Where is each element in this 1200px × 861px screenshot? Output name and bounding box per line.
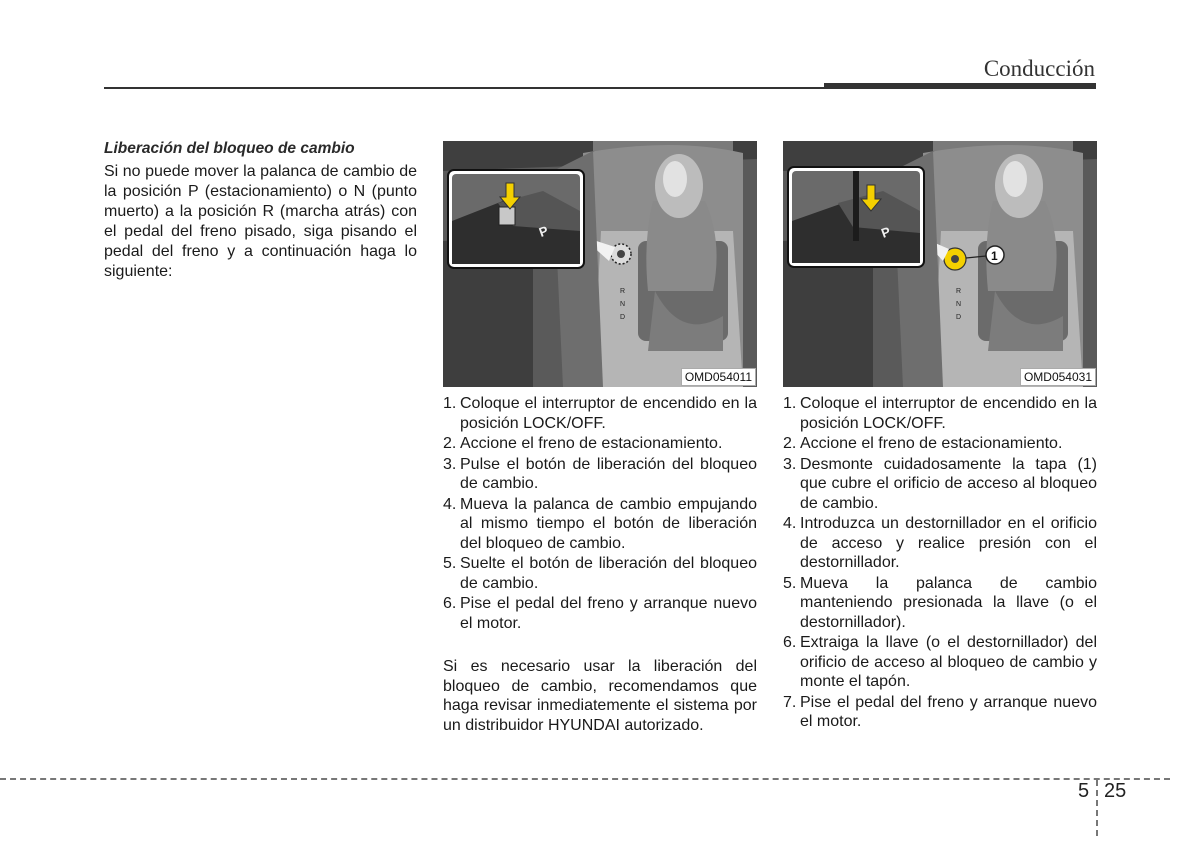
step-text: Accione el freno de estacionamiento. bbox=[460, 435, 723, 452]
list-item bbox=[783, 455, 1097, 514]
step-number: 5. bbox=[443, 555, 457, 572]
step-number: 4. bbox=[783, 515, 797, 532]
inset-gear-letter: P bbox=[536, 222, 551, 240]
step-number: 1. bbox=[443, 395, 457, 412]
step-text: Pise el pedal del freno y arranque nuevo el motor. bbox=[800, 693, 1097, 730]
step-text: Pulse el botón de liberación del bloqueo de cambio. bbox=[460, 455, 757, 492]
shift-letter-n: N bbox=[620, 301, 626, 308]
page-number-divider bbox=[1096, 780, 1098, 836]
step-number: 2. bbox=[443, 435, 457, 452]
step-text: Extraiga la llave (o el destornillador) del orificio de acceso al bloqueo de cambio y monte el tapón. bbox=[800, 634, 1097, 690]
figure-code-label: OMD054031 bbox=[1020, 368, 1096, 386]
list-item bbox=[443, 434, 757, 454]
shift-lever-illustration-2 bbox=[783, 141, 1097, 387]
step-text: Suelte el botón de liberación del bloqueo de cambio. bbox=[460, 555, 757, 592]
shift-letter-r: R bbox=[620, 288, 626, 295]
list-item bbox=[783, 693, 1097, 732]
list-item bbox=[783, 434, 1097, 454]
shift-lever-illustration-1 bbox=[443, 141, 757, 387]
shift-lock-figure-1 bbox=[443, 141, 757, 387]
figure-code-label: OMD054011 bbox=[681, 368, 756, 386]
shift-letter-d: D bbox=[956, 314, 962, 321]
callout-number: 1 bbox=[991, 249, 998, 263]
chapter-number: 5 bbox=[1078, 780, 1090, 802]
inset-gear-letter: P bbox=[879, 223, 893, 241]
step-text: Mueva la palanca de cambio empujando al mismo tiempo el botón de liberación del bloqueo de cambio. bbox=[460, 495, 757, 552]
step-text: Mueva la palanca de cambio manteniendo presionada la llave (o el destornillador). bbox=[800, 574, 1097, 631]
steps-list-screwdriver bbox=[783, 394, 1097, 733]
section-title: Liberación del bloqueo de cambio bbox=[104, 140, 355, 157]
shift-letter-r: R bbox=[956, 288, 962, 295]
list-item bbox=[783, 394, 1097, 433]
list-item bbox=[783, 574, 1097, 633]
step-text: Coloque el interruptor de encendido en la posición LOCK/OFF. bbox=[460, 395, 757, 432]
step-number: 4. bbox=[443, 495, 457, 513]
step-number: 3. bbox=[783, 455, 797, 473]
step-text: Accione el freno de estacionamiento. bbox=[800, 435, 1063, 452]
intro-paragraph: Si no puede mover la palanca de cambio de la posición P (estacionamiento) o N (punto muerto) a la posición R (marcha atrás) con el pedal del freno pisado, siga pisando el pedal del freno y a continuación haga lo siguiente: bbox=[104, 163, 417, 280]
step-number: 5. bbox=[783, 574, 797, 592]
shift-letter-n: N bbox=[956, 301, 962, 308]
list-item bbox=[783, 633, 1097, 692]
step-text: Pise el pedal del freno y arranque nuevo el motor. bbox=[460, 595, 757, 632]
step-text: Coloque el interruptor de encendido en la posición LOCK/OFF. bbox=[800, 395, 1097, 432]
step-number: 1. bbox=[783, 395, 797, 412]
list-item bbox=[443, 455, 757, 494]
step-number: 2. bbox=[783, 435, 797, 452]
shift-letter-d: D bbox=[620, 314, 626, 321]
footer-divider bbox=[0, 778, 1170, 780]
header-rule bbox=[104, 87, 824, 89]
step-number: 7. bbox=[783, 693, 797, 711]
list-item bbox=[443, 495, 757, 554]
step-number: 6. bbox=[443, 595, 457, 612]
steps-list-button bbox=[443, 394, 757, 634]
step-text: Introduzca un destornillador en el orificio de acceso y realice presión con el destornillador. bbox=[800, 515, 1097, 571]
step-number: 6. bbox=[783, 634, 797, 651]
step-text: Desmonte cuidadosamente la tapa (1) que cubre el orificio de acceso al bloqueo de cambio. bbox=[800, 455, 1097, 512]
list-item bbox=[443, 554, 757, 593]
list-item bbox=[443, 594, 757, 633]
list-item bbox=[443, 394, 757, 433]
list-item bbox=[783, 514, 1097, 573]
page-number: 25 bbox=[1104, 780, 1127, 802]
intro-section bbox=[104, 140, 417, 282]
shift-lock-figure-2 bbox=[783, 141, 1097, 387]
dealer-note: Si es necesario usar la liberación del bloqueo de cambio, recomendamos que haga revisar inmediatemente el sistema por un distribuidor HYUNDAI autorizado. bbox=[443, 658, 757, 734]
step-number: 3. bbox=[443, 455, 457, 473]
page-header-title: Conducción bbox=[983, 56, 1095, 81]
header-rule-accent bbox=[824, 83, 1096, 89]
